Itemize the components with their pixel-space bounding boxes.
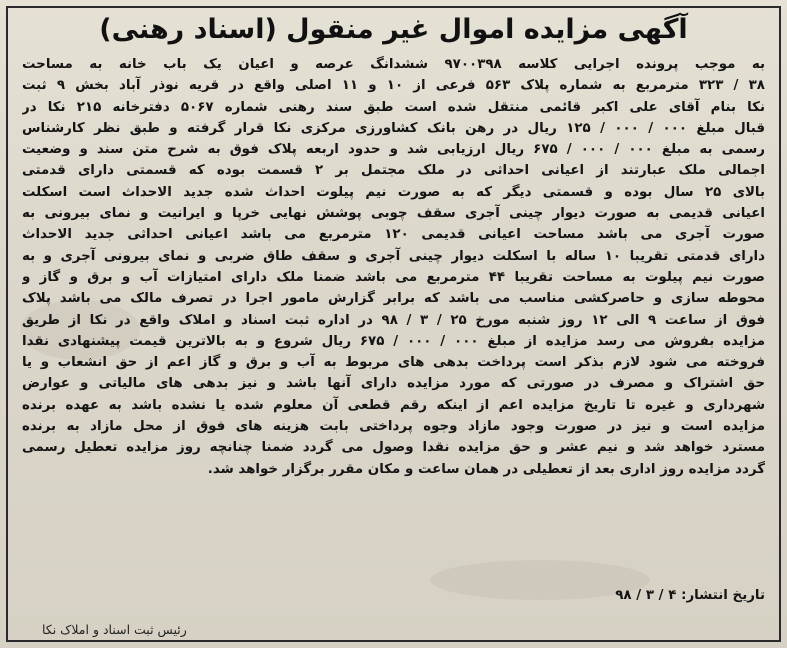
notice-body — [22, 54, 765, 480]
notice-line: شهرداری و غیره تا تاریخ مزایده اعم از اینکه رقم قطعی آن معلوم شده یا نشده باشد به عهده برنده — [22, 397, 765, 413]
notice-line: حق اشتراک و مصرف در صورتی که مورد مزایده دارای آنها باشد و نیز بدهی های مالیاتی و عوارض — [22, 376, 765, 392]
signature: رئیس ثبت اسناد و املاک نکا — [42, 622, 187, 637]
notice-line: قبال مبلغ ۰۰۰ / ۰۰۰ / ۱۲۵ ریال در رهن بانک کشاورزی مرکزی نکا قرار گرفته و طبق نظر کارشناس — [22, 120, 765, 136]
notice-line: مزایده بفروش می رسد مزایده از مبلغ ۰۰۰ / ۰۰۰ / ۶۷۵ ریال شروع و به بالاترین قیمت پیشنهادی نقدا — [22, 333, 765, 349]
notice-line: فروخته می شود لازم بذکر است پرداخت بدهی های مربوط به آب و برق و گاز اعم از حق انشعاب و یا — [22, 355, 765, 371]
notice-line: مسترد خواهد شد و نیم عشر و حق مزایده نقدا وصول می گردد ضمنا چنانچه روز مزایده تعطیل رسمی — [22, 440, 765, 456]
notice-line: رسمی به مبلغ ۰۰۰ / ۰۰۰ / ۶۷۵ ریال ارزیابی شد و حدود اربعه پلاک فوق به شرح متن سند و وضعیت — [22, 142, 765, 158]
notice-line: به موجب پرونده اجرایی کلاسه ۹۷۰۰۳۹۸ ششدانگ عرصه و اعیان یک باب خانه به مساحت — [22, 57, 765, 72]
notice-line: دارای قدمتی تقریبا ۱۰ ساله با اسکلت دیوار چینی آجری و سقف طاق ضربی و نمای بیرونی آجری و به — [22, 248, 765, 264]
notice-line: مزایده است و نیز در صورت وجود مازاد وجوه پرداختی بابت هزینه های فوق از محل مازاد به برنده — [22, 419, 765, 435]
notice-line: فوق از ساعت ۹ الی ۱۲ روز شنبه مورخ ۲۵ / ۳ / ۹۸ در اداره ثبت اسناد و املاک واقع در نکا از طریق — [22, 312, 765, 328]
notice-line: گردد مزایده روز اداری بعد از تعطیلی در همان ساعت و مکان مقرر برگزار خواهد شد. — [207, 461, 765, 477]
notice-line: اعیانی قدیمی به صورت دیوار چینی آجری سقف چوبی پوشش نهایی خرپا و ایرانیت و نمای بیرونی به — [22, 206, 765, 222]
publish-date: تاریخ انتشار: ۴ / ۳ / ۹۸ — [615, 588, 765, 603]
notice-line: ۳۸ / ۳۲۳ مترمربع به شماره پلاک ۵۶۳ فرعی از ۱۰ و ۱۱ اصلی واقع در قریه نوذر آباد بخش ۹ ثبت — [22, 78, 765, 94]
notice-line: صورت آجری می باشد مساحت اعیانی قدیمی ۱۲۰ مترمربع می باشد اعیانی احداثی جدید الاحداث — [22, 227, 765, 243]
notice-title: آگهی مزایده اموال غیر منقول (اسناد رهنی) — [99, 14, 688, 45]
notice-line: صورت نیم پیلوت به مساحت تقریبا ۴۴ مترمربع می باشد ضمنا ملک دارای امتیازات آب و برق و گاز و — [22, 269, 765, 285]
notice-line: محوطه سازی و حاصرکشی مناسب می باشد که برابر گزارش مامور اجرا در تصرف مالک می باشد پلاک — [22, 291, 765, 307]
notice-line: اجمالی ملک عبارتند از اعیانی احداثی در ملک مجتمل بر ۲ قسمت بوده که قسمتی دارای قدمتی — [22, 163, 765, 179]
notice-line: نکا بنام آقای علی اکبر قائمی منتقل شده است طبق سند رهنی شماره ۵۰۶۷ دفترخانه ۲۱۵ نکا در — [22, 99, 765, 115]
notice-line: بالای ۲۵ سال بوده و قسمتی دیگر که به صورت نیم پیلوت احداث شده جدید الاحداث است اسکلت — [22, 184, 765, 200]
